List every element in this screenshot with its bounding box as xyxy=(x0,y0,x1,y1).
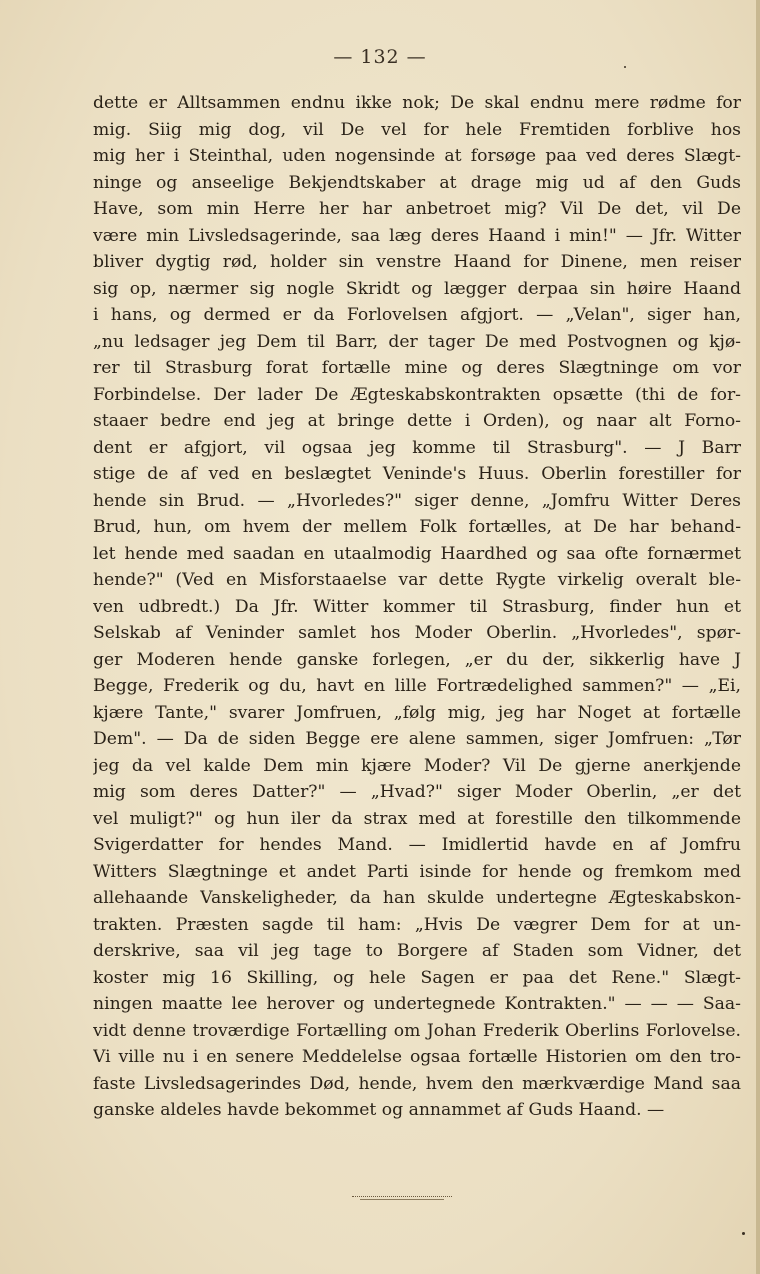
text-line: staaer bedre end jeg at bringe dette i Orden), og naar alt Forno- xyxy=(93,411,741,431)
text-line: ven udbredt.) Da Jfr. Witter kommer til Strasburg, finder hun et xyxy=(93,596,741,617)
text-line: Dem". — Da de siden Begge ere alene sammen, siger Jomfruen: „Tør xyxy=(93,729,741,749)
text-line: derskrive, saa vil jeg tage to Borgere af Staden som Vidner, det xyxy=(93,941,741,961)
text-line: bliver dygtig rød, holder sin venstre Haand for Dinene, men reiser xyxy=(93,252,741,272)
text-line: Brud, hun, om hvem der mellem Folk fortælles, at De har behand- xyxy=(93,517,741,537)
text-line: vel muligt?" og hun iler da strax med at forestille den tilkommende xyxy=(93,808,741,829)
text-line: dette er Alltsammen endnu ikke nok; De skal endnu mere rødme for xyxy=(93,93,741,113)
text-line: faste Livsledsagerindes Død, hende, hvem den mærkværdige Mand saa xyxy=(93,1073,741,1094)
text-line: Svigerdatter for hendes Mand. — Imidlertid havde en af Jomfru xyxy=(93,835,741,855)
page-number: — 132 — xyxy=(333,46,427,68)
text-line: allehaande Vanskeligheder, da han skulde undertegne Ægteskabskon- xyxy=(93,888,741,908)
text-line: mig. Siig mig dog, vil De vel for hele Fremtiden forblive hos xyxy=(93,119,741,140)
text-line: trakten. Præsten sagde til ham: „Hvis De vægrer Dem for at un- xyxy=(93,914,741,935)
text-line: koster mig 16 Skilling, og hele Sagen er paa det Rene." Slægt- xyxy=(93,967,741,988)
text-line: Have, som min Herre her har anbetroet mig? Vil De det, vil De xyxy=(93,199,741,219)
text-line: ningen maatte lee herover og undertegnede Kontrakten." — — — Saa- xyxy=(93,994,741,1014)
text-line: hende sin Brud. — „Hvorledes?" siger denne, „Jomfru Witter Deres xyxy=(93,490,741,511)
text-line: Forbindelse. Der lader De Ægteskabskontrakten opsætte (thi de for- xyxy=(93,384,741,405)
text-line: Vi ville nu i en senere Meddelelse ogsaa fortælle Historien om den tro- xyxy=(93,1047,741,1067)
text-line: Selskab af Veninder samlet hos Moder Oberlin. „Hvorledes", spør- xyxy=(93,623,741,643)
text-line: ger Moderen hende ganske forlegen, „er du der, sikkerlig have J xyxy=(93,649,741,670)
end-ornament xyxy=(352,1196,452,1197)
text-line: mig som deres Datter?" — „Hvad?" siger Moder Oberlin, „er det xyxy=(93,782,741,802)
ink-speck xyxy=(742,1232,745,1235)
text-line: være min Livsledsagerinde, saa læg deres Haand i min!" — Jfr. Witter xyxy=(93,225,741,246)
ink-speck xyxy=(624,66,626,68)
text-line: i hans, og dermed er da Forlovelsen afgjort. — „Velan", siger han, xyxy=(93,305,741,325)
text-line: kjære Tante," svarer Jomfruen, „følg mig, jeg har Noget at fortælle xyxy=(93,702,741,723)
text-line: Witters Slægtninge et andet Parti isinde for hende og fremkom med xyxy=(93,861,741,882)
text-line: jeg da vel kalde Dem min kjære Moder? Vil De gjerne anerkjende xyxy=(93,755,741,776)
text-line: ninge og anseelige Bekjendtskaber at drage mig ud af den Guds xyxy=(93,172,741,193)
text-line: stige de af ved en beslægtet Veninde's Huus. Oberlin forestiller for xyxy=(93,464,741,484)
text-line: mig her i Steinthal, uden nogensinde at forsøge paa ved deres Slægt- xyxy=(93,146,741,166)
text-line: ganske aldeles havde bekommet og annammet af Guds Haand. — xyxy=(93,1100,665,1120)
text-line: Begge, Frederik og du, havt en lille Fortrædelighed sammen?" — „Ei, xyxy=(93,676,741,696)
text-line: „nu ledsager jeg Dem til Barr, der tager De med Postvognen og kjø- xyxy=(93,331,741,352)
text-line: rer til Strasburg forat fortælle mine og deres Slægtninge om vor xyxy=(93,358,741,378)
text-line: dent er afgjort, vil ogsaa jeg komme til Strasburg". — J Barr xyxy=(93,437,741,458)
end-ornament-rule xyxy=(360,1199,444,1200)
body-text xyxy=(93,90,741,1124)
text-line: sig op, nærmer sig nogle Skridt og lægger derpaa sin høire Haand xyxy=(93,278,741,299)
page-edge xyxy=(756,0,760,1274)
text-line: vidt denne troværdige Fortælling om Johan Frederik Oberlins Forlovelse. xyxy=(93,1020,741,1041)
text-line: let hende med saadan en utaalmodig Haardhed og saa ofte fornærmet xyxy=(93,543,741,564)
text-line: hende?" (Ved en Misforstaaelse var dette Rygte virkelig overalt ble- xyxy=(93,570,741,590)
